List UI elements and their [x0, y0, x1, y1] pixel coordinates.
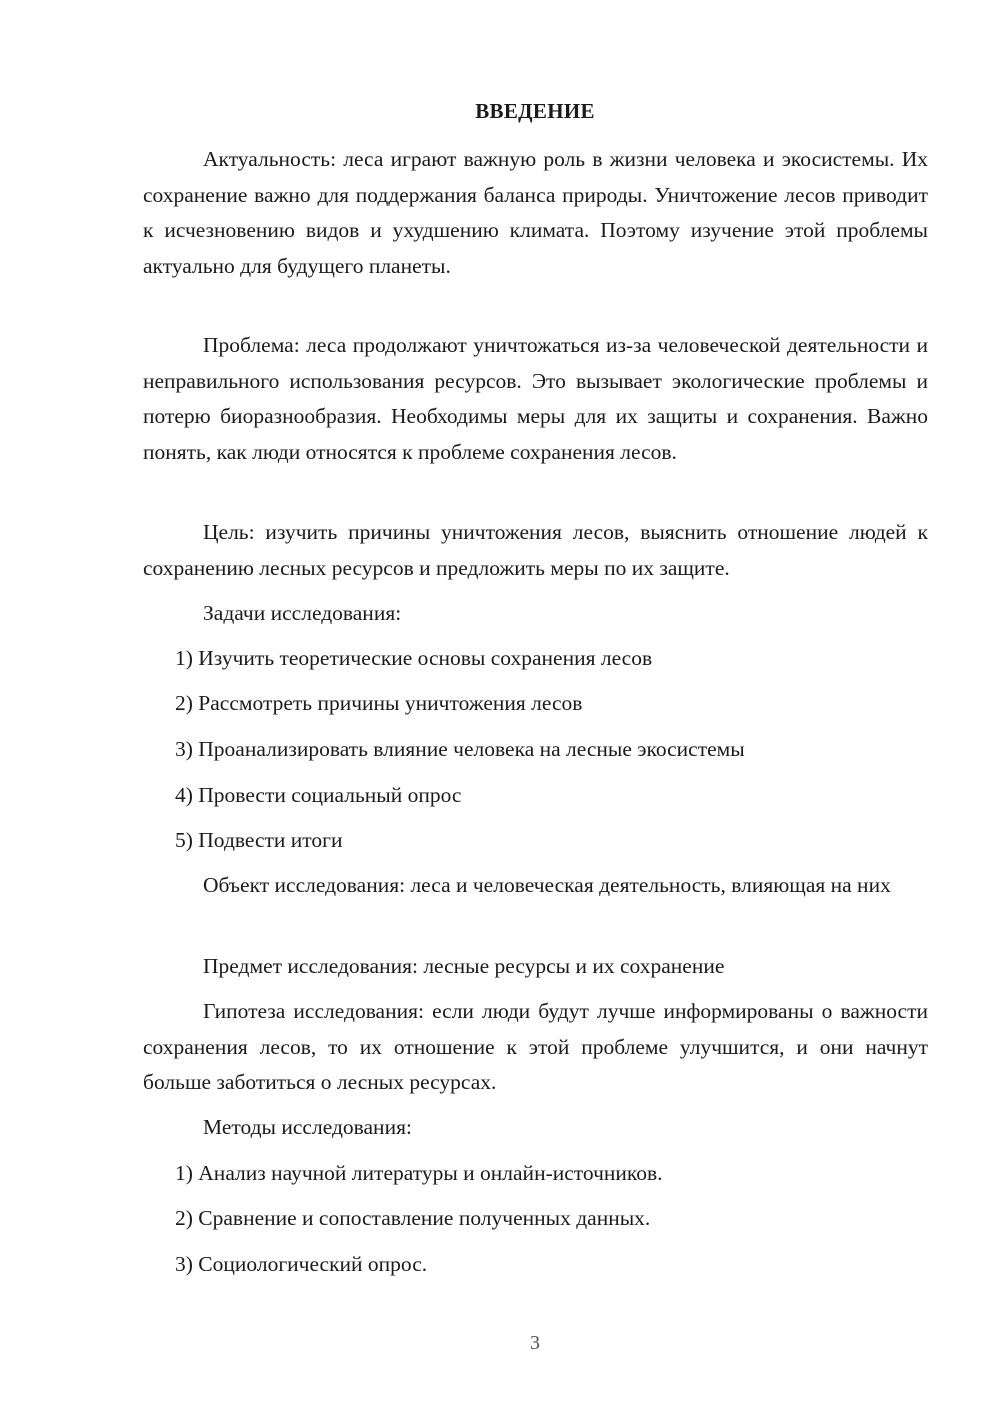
tasks-item-5-block [143, 823, 928, 859]
subject-block [143, 949, 928, 985]
list-item: 5) Подвести итоги [175, 828, 343, 852]
relevance-block [143, 142, 928, 284]
list-item: 1) Анализ научной литературы и онлайн-источников. [175, 1161, 663, 1185]
problem-block [143, 328, 928, 470]
tasks-heading-block [143, 596, 928, 632]
page-number: 3 [530, 1332, 540, 1354]
tasks-heading: Задачи исследования: [203, 601, 402, 625]
methods-heading-block [143, 1110, 928, 1146]
goal-paragraph: Цель: изучить причины уничтожения лесов, выяснить отношение людей к сохранению лесных ресурсов и предложить меры по их защите. [143, 520, 928, 580]
subject-paragraph: Предмет исследования: лесные ресурсы и их сохранение [203, 954, 725, 978]
methods-item-3-block [143, 1247, 928, 1283]
list-item: 3) Социологический опрос. [175, 1252, 428, 1276]
methods-item-2-block [143, 1201, 928, 1237]
methods-item-1-block [143, 1156, 928, 1192]
methods-heading: Методы исследования: [203, 1115, 412, 1139]
list-item: 2) Рассмотреть причины уничтожения лесов [175, 691, 583, 715]
tasks-item-4-block [143, 778, 928, 814]
object-paragraph: Объект исследования: леса и человеческая деятельность, влияющая на них [203, 873, 891, 897]
list-item: 2) Сравнение и сопоставление полученных данных. [175, 1206, 651, 1230]
list-item: 1) Изучить теоретические основы сохранения лесов [175, 646, 653, 670]
section-title: ВВЕДЕНИЕ [475, 99, 595, 123]
tasks-item-2-block [143, 686, 928, 722]
tasks-item-1-block [143, 641, 928, 677]
hypothesis-block [143, 994, 928, 1101]
tasks-item-3-block [143, 732, 928, 768]
goal-block [143, 515, 928, 586]
problem-paragraph: Проблема: леса продолжают уничтожаться из-за человеческой деятельности и неправильного использования ресурсов. Это вызывает экологические проблемы и потерю биоразнообразия. Необходимы меры для их защиты и сохранения. Важно понять, как люди относятся к проблеме сохранения лесов. [143, 333, 928, 464]
list-item: 3) Проанализировать влияние человека на лесные экосистемы [175, 737, 745, 761]
relevance-paragraph: Актуальность: леса играют важную роль в жизни человека и экосистемы. Их сохранение важно для поддержания баланса природы. Уничтожение лесов приводит к исчезновению видов и ухудшению климата. Поэтому изучение этой проблемы актуально для будущего планеты. [143, 147, 928, 278]
list-item: 4) Провести социальный опрос [175, 783, 462, 807]
hypothesis-paragraph: Гипотеза исследования: если люди будут лучше информированы о важности сохранения лесов, то их отношение к этой проблеме улучшится, и они начнут больше заботиться о лесных ресурсах. [143, 999, 928, 1094]
object-block [143, 868, 928, 904]
